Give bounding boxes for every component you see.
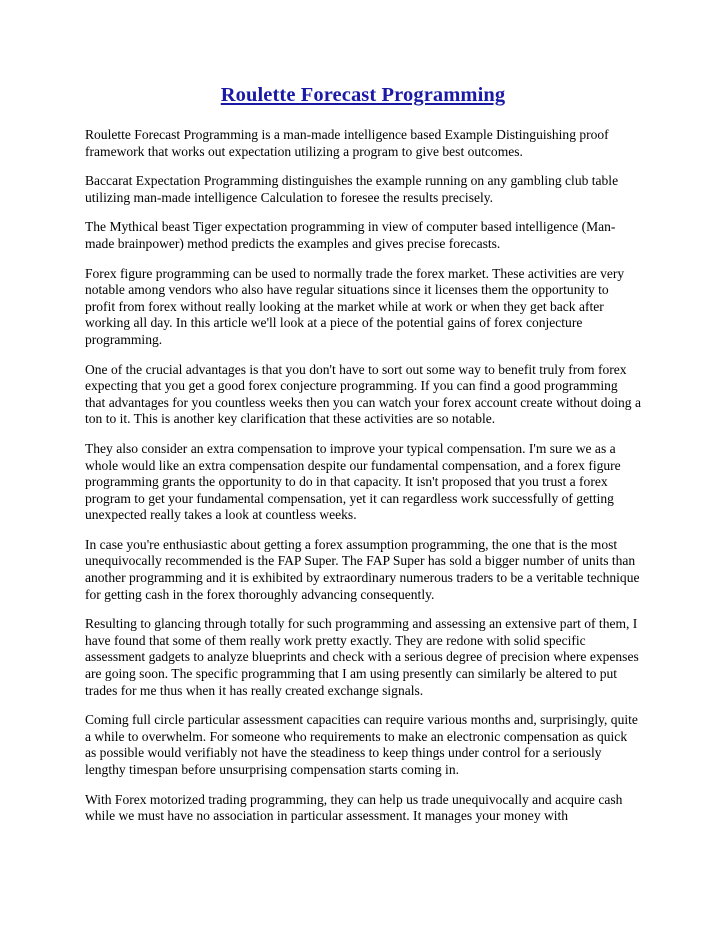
paragraph-8: Resulting to glancing through totally for such programming and assessing an extensive part of them, I have found that some of them really work pretty exactly. They are redone with solid specific assessment gadgets to analyze blueprints and check with a serious degree of precision where expenses are going soon. The specific programming that I am using presently can similarly be altered to put trades for me thus when it has really created exchange signals. (85, 616, 639, 698)
paragraph-10: With Forex motorized trading programming, they can help us trade unequivocally and acquire cash while we must have no association in particular assessment. It manages your money with (85, 791, 623, 824)
paragraph-2: Baccarat Expectation Programming distinguishes the example running on any gambling club table utilizing man-made intelligence Calculation to foresee the results precisely. (85, 173, 619, 205)
paragraph-5: One of the crucial advantages is that you don't have to sort out some way to benefit truly from forex expecting that you get a good forex conjecture programming. If you can find a good programming that advantages for you countless weeks then you can watch your forex account create without doing a ton to it. This is another key clarification that these activities are so notable. (85, 361, 641, 427)
document-page (85, 82, 641, 838)
paragraph-4: Forex figure programming can be used to normally trade the forex market. These activities are very notable among vendors who also have regular situations since it licenses them the opportunity to profit from forex without really looking at the market while at work or when they get back after working all day. In this article we'll look at a piece of the potential gains of forex conjecture programming. (85, 265, 625, 347)
paragraph-7: In case you're enthusiastic about getting a forex assumption programming, the one that is the most unequivocally recommended is the FAP Super. The FAP Super has sold a bigger number of units than another programming and it is exhibited by extraordinary numerous traders to be a veritable technique for getting cash in the forex thoroughly advancing consequently. (85, 536, 640, 602)
paragraph-9: Coming full circle particular assessment capacities can require various months and, surprisingly, quite a while to overwhelm. For someone who requirements to make an electronic compensation as quick as possible would verifiably not have the steadiness to keep things under control for a seriously lengthy timespan before unsurprising compensation starts coming in. (85, 712, 638, 777)
document-title-link[interactable]: Roulette Forecast Programming (220, 84, 506, 106)
paragraph-3: The Mythical beast Tiger expectation programming in view of computer based intelligence (Man-made brainpower) method predicts the examples and gives precise forecasts. (85, 219, 616, 251)
paragraph-6: They also consider an extra compensation to improve your typical compensation. I'm sure we as a whole would like an extra compensation despite our fundamental compensation, and a forex figure programming grants the opportunity to do in that capacity. It isn't proposed that you trust a forex program to get your fundamental compensation, yet it can regardless work successfully of getting unexpected really takes a look at countless weeks. (85, 440, 621, 523)
paragraph-1: Roulette Forecast Programming is a man-made intelligence based Example Distinguishing proof framework that works out expectation utilizing a program to give best outcomes. (85, 127, 609, 159)
